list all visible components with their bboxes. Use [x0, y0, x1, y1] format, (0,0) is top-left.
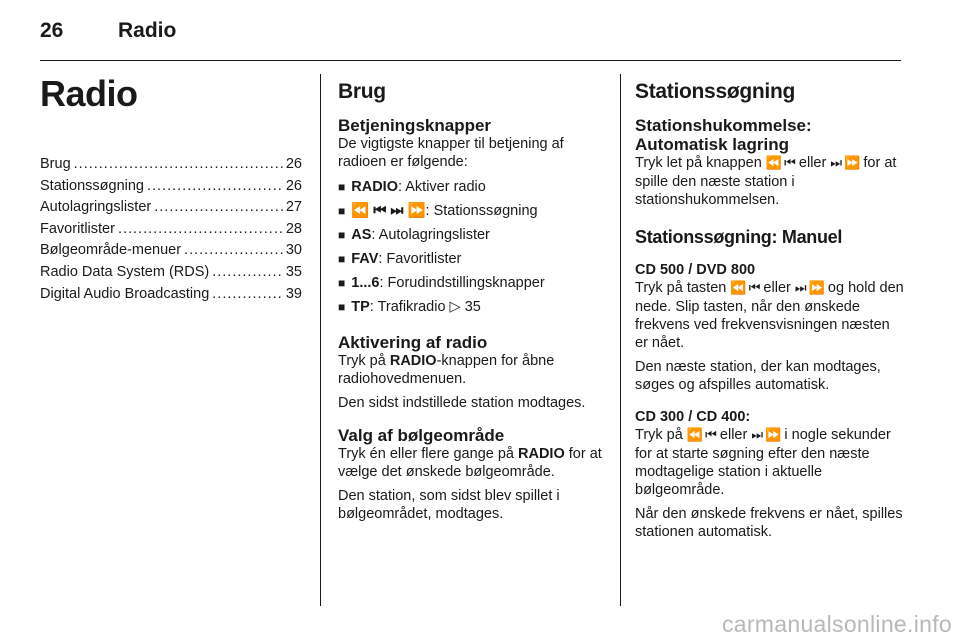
- cd300-model: CD 300 / CD 400:: [635, 409, 751, 425]
- controls-list-item: [338, 295, 606, 319]
- column-divider: [320, 74, 321, 606]
- seek-back-icon: ⏪ ⏮: [686, 428, 716, 443]
- toc-entry[interactable]: [40, 176, 302, 198]
- toc-leader: [147, 176, 283, 198]
- control-desc: : Aktiver radio: [397, 179, 486, 195]
- seek-back-icon: ⏪ ⏮: [765, 156, 795, 171]
- cd300-note: Når den ønskede frekvens er nået, spilles stationen automatisk.: [635, 506, 903, 540]
- toc-entry-label: Autolagringslister: [40, 199, 152, 216]
- cd500-note: Den næste station, der kan modtages, søges og afspilles automatisk.: [635, 359, 881, 393]
- column-divider: [620, 74, 621, 606]
- toc-entry-page: 27: [285, 199, 302, 216]
- controls-intro: De vigtigste knapper til betjening af radioen er følgende:: [338, 136, 564, 170]
- band-heading: Valg af bølgeområde: [338, 426, 505, 445]
- section-title-brug: Brug: [338, 80, 386, 103]
- toc-entry-label: Digital Audio Broadcasting: [40, 285, 210, 302]
- seek-forward-icon: ⏭ ⏩: [751, 428, 781, 443]
- controls-list-item: [338, 199, 606, 223]
- control-desc: : Forudindstillingsknapper: [379, 275, 545, 291]
- toc-entry-label: Favoritlister: [40, 220, 115, 237]
- toc-entry-page: 39: [285, 285, 302, 302]
- band-paragraph: Tryk én eller flere gange på RADIO for at vælge det ønskede bølgeområde.: [338, 446, 602, 480]
- control-desc: : Autolagringslister: [371, 227, 490, 243]
- control-key: 1...6: [351, 275, 380, 291]
- toc-entry-page: 30: [285, 242, 302, 259]
- toc-entry[interactable]: [40, 284, 302, 306]
- toc-leader: [154, 197, 283, 219]
- toc-leader: [118, 219, 283, 241]
- toc-entry-page: 26: [285, 177, 302, 194]
- toc-column: [40, 74, 302, 305]
- control-desc: : Favoritlister: [378, 251, 462, 267]
- watermark: carmanualsonline.info: [721, 611, 952, 637]
- control-key: AS: [351, 227, 372, 243]
- controls-heading: Betjeningsknapper: [338, 116, 492, 135]
- seek-forward-icon: ⏭ ⏩: [830, 156, 860, 171]
- toc-leader: [212, 262, 283, 284]
- toc-entry-label: Bølgeområde-menuer: [40, 242, 182, 259]
- toc-entry[interactable]: [40, 219, 302, 241]
- cd300-paragraph: Tryk på ⏪ ⏮ eller ⏭ ⏩ i nogle sekunder for at starte søgning efter den næste modtagelige station i aktuelle bølgeområde.: [635, 427, 891, 498]
- toc-entry-page: 28: [285, 220, 302, 237]
- memory-heading: Stationshukommelse: Automatisk lagring: [635, 116, 812, 154]
- activate-paragraph: Tryk på RADIO-knappen for åbne radiohovedmenuen.: [338, 353, 555, 387]
- control-desc: : Stationssøgning: [425, 203, 538, 219]
- section-title-search: Stationssøgning: [635, 80, 795, 103]
- cd500-model: CD 500 / DVD 800: [635, 262, 756, 278]
- toc-entry-label: Stationssøgning: [40, 177, 144, 194]
- toc-leader: [212, 284, 283, 306]
- toc-entry-page: 26: [285, 156, 302, 172]
- toc-entry-label: Brug: [40, 156, 71, 172]
- manual-heading: Stationssøgning: Manuel: [635, 227, 843, 247]
- table-of-contents: [40, 154, 302, 305]
- band-note: Den station, som sidst blev spillet i bølgeområdet, modtages.: [338, 488, 560, 522]
- controls-list-item: [338, 271, 606, 295]
- header-rule: [40, 60, 901, 61]
- control-key: ⏪ ⏮ ⏭ ⏩: [351, 203, 426, 219]
- toc-entry[interactable]: [40, 240, 302, 262]
- toc-entry-page: 35: [285, 263, 302, 280]
- toc-leader: [74, 154, 283, 176]
- control-key: RADIO: [351, 179, 398, 195]
- seek-back-icon: ⏪ ⏮: [730, 281, 760, 296]
- control-key: TP: [351, 299, 370, 315]
- controls-list: [338, 175, 606, 319]
- control-key: FAV: [351, 251, 379, 267]
- controls-list-item: [338, 247, 606, 271]
- toc-entry-label: Radio Data System (RDS): [40, 263, 210, 280]
- memory-paragraph: Tryk let på knappen ⏪ ⏮ eller ⏭ ⏩ for at spille den næste station i stationshukommelsen.: [635, 155, 897, 208]
- activate-heading: Aktivering af radio: [338, 333, 488, 352]
- controls-list-item: [338, 223, 606, 247]
- cd500-paragraph: Tryk på tasten ⏪ ⏮ eller ⏭ ⏩ og hold den nede. Slip tasten, når den ønskede frekvens ved frekvensvisningen næsten er nået.: [635, 280, 904, 351]
- toc-entry[interactable]: [40, 197, 302, 219]
- running-title: Radio: [118, 19, 177, 42]
- chapter-title: Radio: [40, 73, 138, 114]
- control-desc: : Trafikradio ▷ 35: [369, 299, 481, 315]
- toc-entry[interactable]: [40, 154, 302, 176]
- search-column: [635, 74, 905, 555]
- activate-note: Den sidst indstillede station modtages.: [338, 395, 586, 411]
- controls-list-item: [338, 175, 606, 199]
- brug-column: [338, 74, 606, 537]
- toc-leader: [184, 240, 283, 262]
- page-number: 26: [40, 19, 64, 42]
- toc-entry[interactable]: [40, 262, 302, 284]
- seek-forward-icon: ⏭ ⏩: [794, 281, 824, 296]
